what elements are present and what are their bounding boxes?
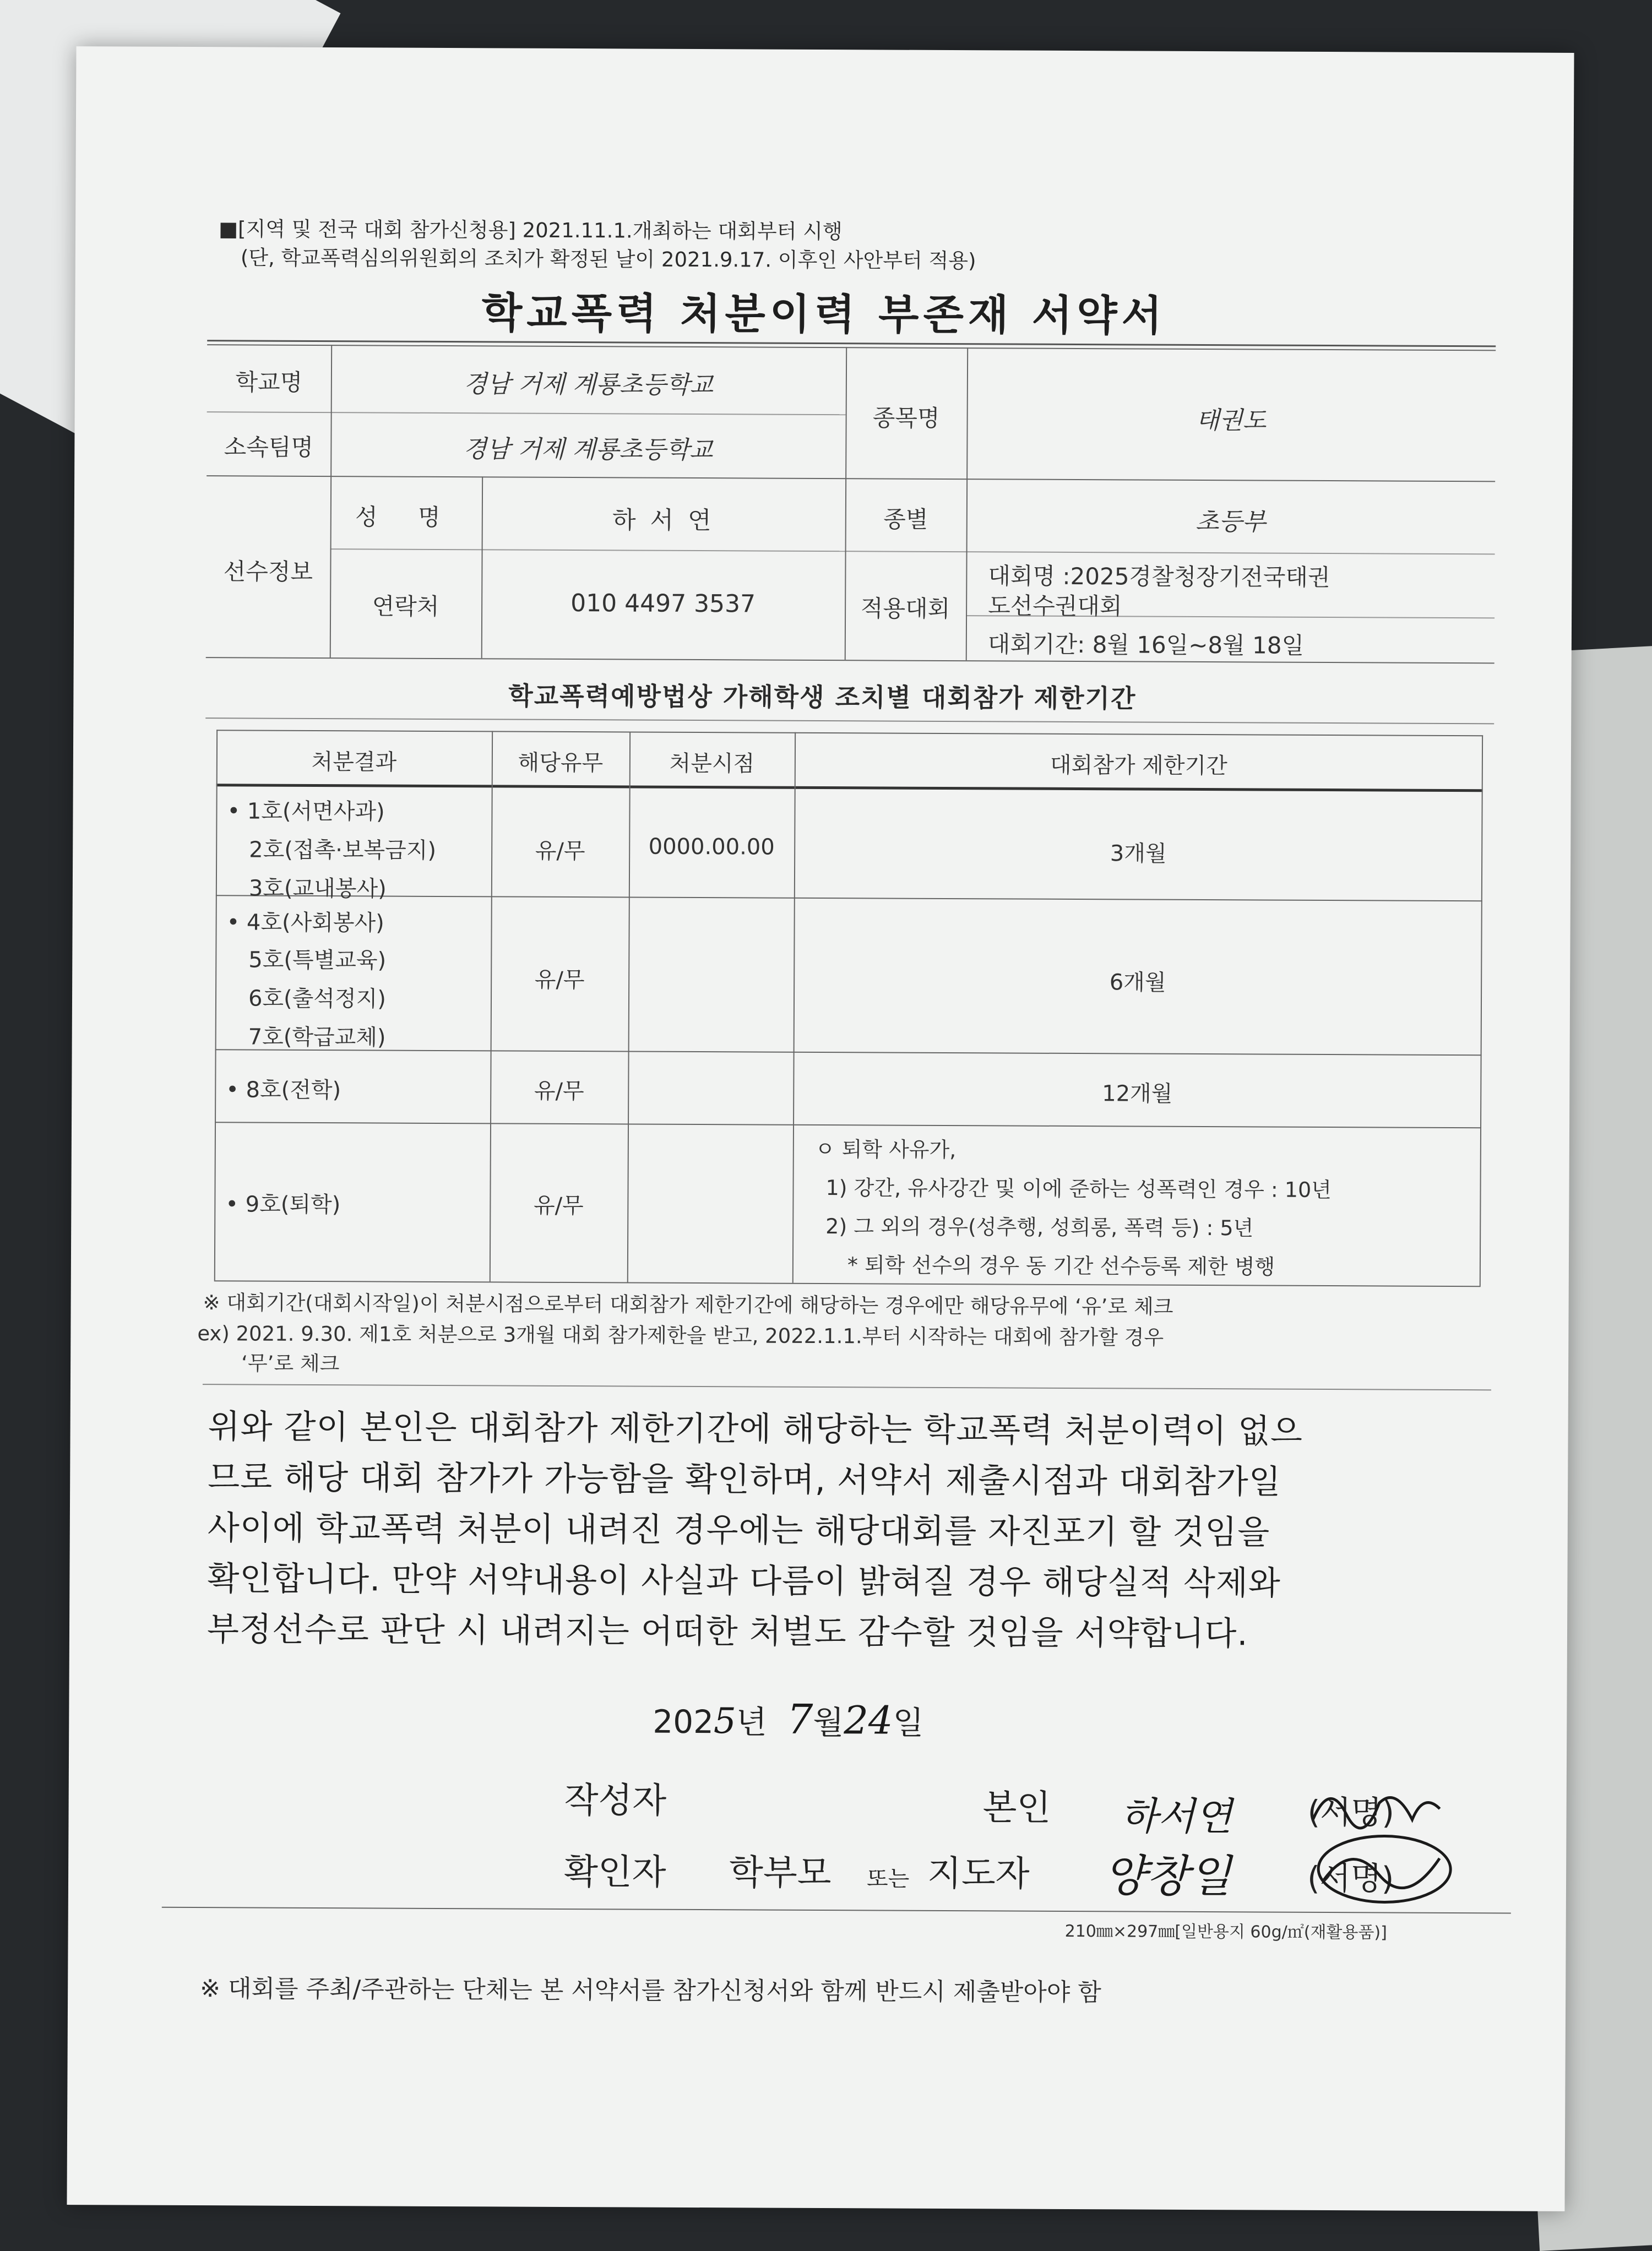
self-label: 본인: [982, 1787, 1051, 1829]
coach-label: 지도자: [927, 1853, 1030, 1895]
document-title: 학교폭력 처분이력 부존재 서약서: [481, 288, 1167, 340]
sport-label: 종목명: [872, 404, 940, 432]
table-row-2-item-1: • 4호(사회봉사): [226, 910, 384, 936]
table-row-1-item-2: 2호(접촉·보복금지): [249, 837, 437, 863]
col-header-result: 처분결과: [311, 749, 397, 775]
table-row-1-item-1: • 1호(서면사과): [227, 798, 385, 825]
coach-name-handwritten: 양창일: [1103, 1850, 1232, 1902]
date-day-suffix: 일: [893, 1704, 924, 1742]
sport-value: 태권도: [1195, 406, 1267, 435]
table-row-4-item-1: • 9호(퇴학): [225, 1192, 341, 1218]
writer-label: 작성자: [564, 1780, 667, 1822]
footer-note: ※ 대회를 주최/주관하는 단체는 본 서약서를 참가신청서와 함께 반드시 제출받아야 함: [200, 1975, 1101, 2007]
col-header-applicable: 해당유무: [518, 750, 604, 776]
name-value: 하 서 연: [612, 506, 715, 535]
table-row-1-date: 0000.00.00: [648, 834, 775, 860]
table-row-4-period-line-3: 2) 그 외의 경우(성추행, 성희롱, 폭력 등) : 5년: [825, 1214, 1254, 1241]
athlete-label: 선수정보: [223, 558, 313, 585]
header-line-2: (단, 학교폭력심의위원회의 조치가 확정된 날이 2021.9.17. 이후인 사안부터 적용): [240, 246, 976, 273]
school-value: 경남 거제 계룡초등학교: [463, 370, 714, 400]
table-row-4-period-line-1: ㅇ 퇴학 사유가,: [814, 1137, 957, 1162]
self-name-handwritten: 하서연: [1120, 1793, 1232, 1840]
gender-value: 초등부: [1195, 507, 1266, 536]
table-row-4-period-line-2: 1) 강간, 유사강간 및 이에 준하는 성폭력인 경우 : 10년: [825, 1176, 1332, 1203]
table-row-4-yn: 유/무: [533, 1193, 584, 1219]
date-month-suffix: 월: [813, 1703, 844, 1742]
pledge-line-1: 위와 같이 본인은 대회참가 제한기간에 해당하는 학교폭력 처분이력이 없으: [208, 1407, 1303, 1451]
pledge-document: [67, 46, 1574, 2211]
pledge-line-4: 확인합니다. 만약 서약내용이 사실과 다름이 밝혀질 경우 해당실적 삭제와: [207, 1559, 1281, 1603]
pledge-date: [653, 1695, 924, 1744]
subtitle-rule: [205, 717, 1494, 724]
table-row-1-item-3: 3호(교내봉사): [248, 876, 387, 902]
note-line-1: ※ 대회기간(대회시작일)이 처분시점으로부터 대회참가 제한기간에 해당하는 경우에만 해당유무에 ‘유’로 체크: [203, 1291, 1173, 1319]
pledge-paragraph: [207, 1401, 1508, 1660]
paper-spec: 210㎜×297㎜[일반용지 60g/㎡(재활용품)]: [1064, 1921, 1387, 1943]
note-line-3: ‘무’로 체크: [241, 1351, 340, 1376]
gender-label: 종별: [883, 505, 928, 533]
event-name-line-1: 대회명 :2025경찰청장기전국태권: [988, 562, 1330, 591]
info-table: [206, 344, 1496, 664]
pledge-line-3: 사이에 학교폭력 처분이 내려진 경우에는 해당대회를 자진포기 할 것임을: [207, 1509, 1270, 1552]
disposition-table: [214, 730, 1483, 1286]
col-header-period: 대회참가 제한기간: [1050, 752, 1227, 779]
confirmer-label: 확인자: [563, 1851, 666, 1893]
table-row-2-item-4: 7호(학급교체): [248, 1024, 386, 1051]
table-row-3-yn: 유/무: [534, 1078, 584, 1105]
date-month-handwritten: 7: [787, 1695, 813, 1743]
coach-signature-slot: (서명): [1307, 1859, 1394, 1897]
contact-label: 연락처: [372, 592, 439, 620]
table-row-2-yn: 유/무: [534, 967, 585, 993]
self-signature-slot: (서명): [1307, 1793, 1395, 1831]
date-year-prefix: 202: [653, 1703, 714, 1741]
date-day-handwritten: 24: [844, 1698, 893, 1743]
table-row-4-period-line-4: * 퇴학 선수의 경우 동 기간 선수등록 제한 병행: [847, 1253, 1275, 1279]
coach-signature-scribble: [1302, 1819, 1468, 1913]
date-year-handwritten: 5: [713, 1701, 736, 1742]
header-line-1: ■[지역 및 전국 대회 참가신청용] 2021.11.1.개최하는 대회부터 시행: [219, 217, 843, 244]
table-row-3-item-1: • 8호(전학): [226, 1077, 341, 1103]
event-period: 대회기간: 8월 16일~8월 18일: [987, 630, 1305, 659]
school-label: 학교명: [235, 368, 303, 396]
pledge-line-2: 므로 해당 대회 참가가 가능함을 확인하며, 서약서 제출시점과 대회참가일: [208, 1458, 1281, 1502]
or-label: 또는: [866, 1866, 910, 1892]
parent-label: 학부모: [729, 1852, 832, 1894]
apply-label: 적용대회: [860, 595, 950, 623]
notes-rule: [203, 1384, 1491, 1390]
table-row-2-item-2: 5호(특별교육): [248, 947, 387, 974]
table-row-1-period: 3개월: [1110, 841, 1167, 867]
table-row-2-item-3: 6호(출석정지): [248, 986, 386, 1012]
table-row-2-period: 6개월: [1109, 970, 1166, 996]
contact-value: 010 4497 3537: [570, 589, 756, 618]
note-line-2: ex) 2021. 9.30. 제1호 처분으로 3개월 대회 참가제한을 받고, 2022.1.1.부터 시작하는 대회에 참가할 경우: [197, 1322, 1164, 1350]
pledge-line-5: 부정선수로 판단 시 내려지는 어떠한 처벌도 감수할 것임을 서약합니다.: [206, 1610, 1248, 1654]
date-year-suffix: 년: [736, 1703, 767, 1741]
table-row-1-yn: 유/무: [535, 838, 585, 864]
name-label: 성 명: [355, 503, 457, 531]
team-value: 경남 거제 계룡초등학교: [463, 435, 713, 465]
table-row-3-period: 12개월: [1102, 1081, 1173, 1107]
col-header-date: 처분시점: [669, 751, 755, 777]
team-label: 소속팀명: [224, 433, 314, 461]
restriction-subtitle: 학교폭력예방법상 가해학생 조치별 대회참가 제한기간: [508, 681, 1137, 714]
event-name-line-2: 도선수권대회: [988, 592, 1122, 620]
